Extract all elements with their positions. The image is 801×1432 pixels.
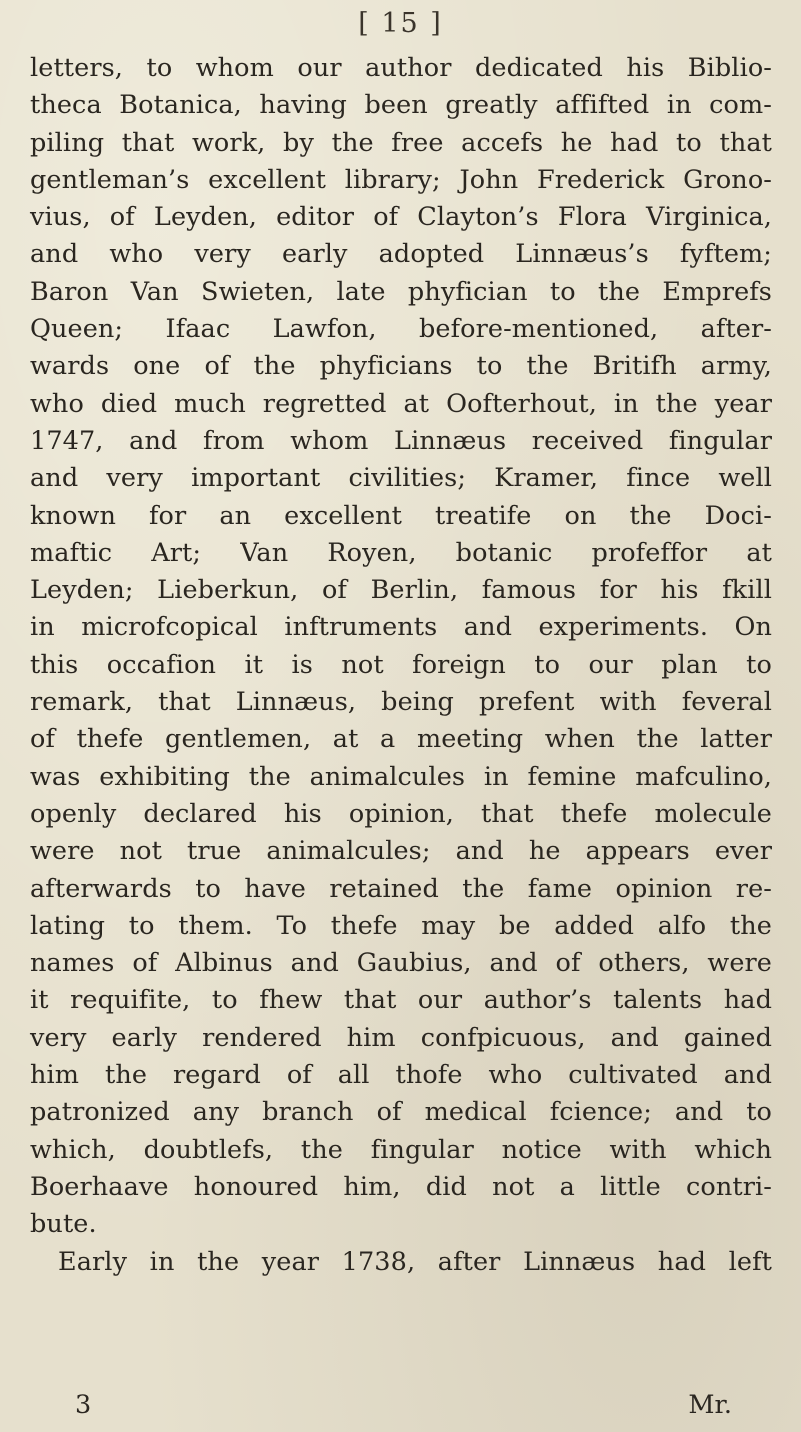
text-line: Early in the year 1738, after Linnæus had left [58,1246,772,1277]
text-line: names of Albinus and Gaubius, and of others, were [30,948,772,979]
text-line: who died much regretted at Oofterhout, in the year [30,388,772,419]
text-line: piling that work, by the free accefs he had to that [30,127,772,158]
text-line: theca Botanica, having been greatly affifted in com- [30,90,772,121]
text-line: very early rendered him confpicuous, and gained [30,1022,772,1053]
text-line: it requifite, to fhew that our author’s talents had [30,985,772,1016]
text-line: known for an excellent treatife on the Doci- [30,500,772,531]
text-line: Boerhaave honoured him, did not a little contri- [30,1171,772,1202]
text-line: patronized any branch of medical fcience; and to [30,1097,772,1128]
body-text [30,50,772,1281]
text-line: Baron Van Swieten, late phyfician to the Emprefs [30,276,772,307]
text-line: of thefe gentlemen, at a meeting when the latter [30,724,772,755]
text-line: bute. [30,1209,97,1240]
catchword: Mr. [688,1390,732,1420]
text-line: openly declared his opinion, that thefe molecule [30,798,772,829]
text-line: Leyden; Lieberkun, of Berlin, famous for his fkill [30,575,772,606]
signature-mark: 3 [75,1390,92,1420]
page-number-header: [ 15 ] [358,8,443,39]
text-line: afterwards to have retained the fame opinion re- [30,873,772,904]
text-line: remark, that Linnæus, being prefent with feveral [30,687,772,718]
text-line: were not true animalcules; and he appears ever [30,836,772,867]
text-line: this occafion it is not foreign to our plan to [30,649,772,680]
text-line: wards one of the phyficians to the Britifh army, [30,351,772,382]
page-footer [30,1390,772,1427]
text-line: in microfcopical inftruments and experiments. On [30,612,772,643]
text-line: 1747, and from whom Linnæus received fingular [30,425,772,456]
text-line: him the regard of all thofe who cultivated and [30,1060,772,1091]
text-line: and who very early adopted Linnæus’s fyftem; [30,239,772,270]
text-line: gentleman’s excellent library; John Frederick Grono- [30,164,772,195]
text-line: lating to them. To thefe may be added alfo the [30,910,772,941]
text-line: maftic Art; Van Royen, botanic profeffor at [30,537,772,568]
text-line: and very important civilities; Kramer, fince well [30,463,772,494]
text-line: Queen; Ifaac Lawfon, before-mentioned, after- [30,314,772,345]
text-line: was exhibiting the animalcules in femine mafculino, [30,761,772,792]
text-line: letters, to whom our author dedicated his Biblio- [30,53,772,83]
text-line: which, doubtlefs, the fingular notice with which [30,1134,772,1165]
text-line: vius, of Leyden, editor of Clayton’s Flora Virginica, [30,202,772,233]
